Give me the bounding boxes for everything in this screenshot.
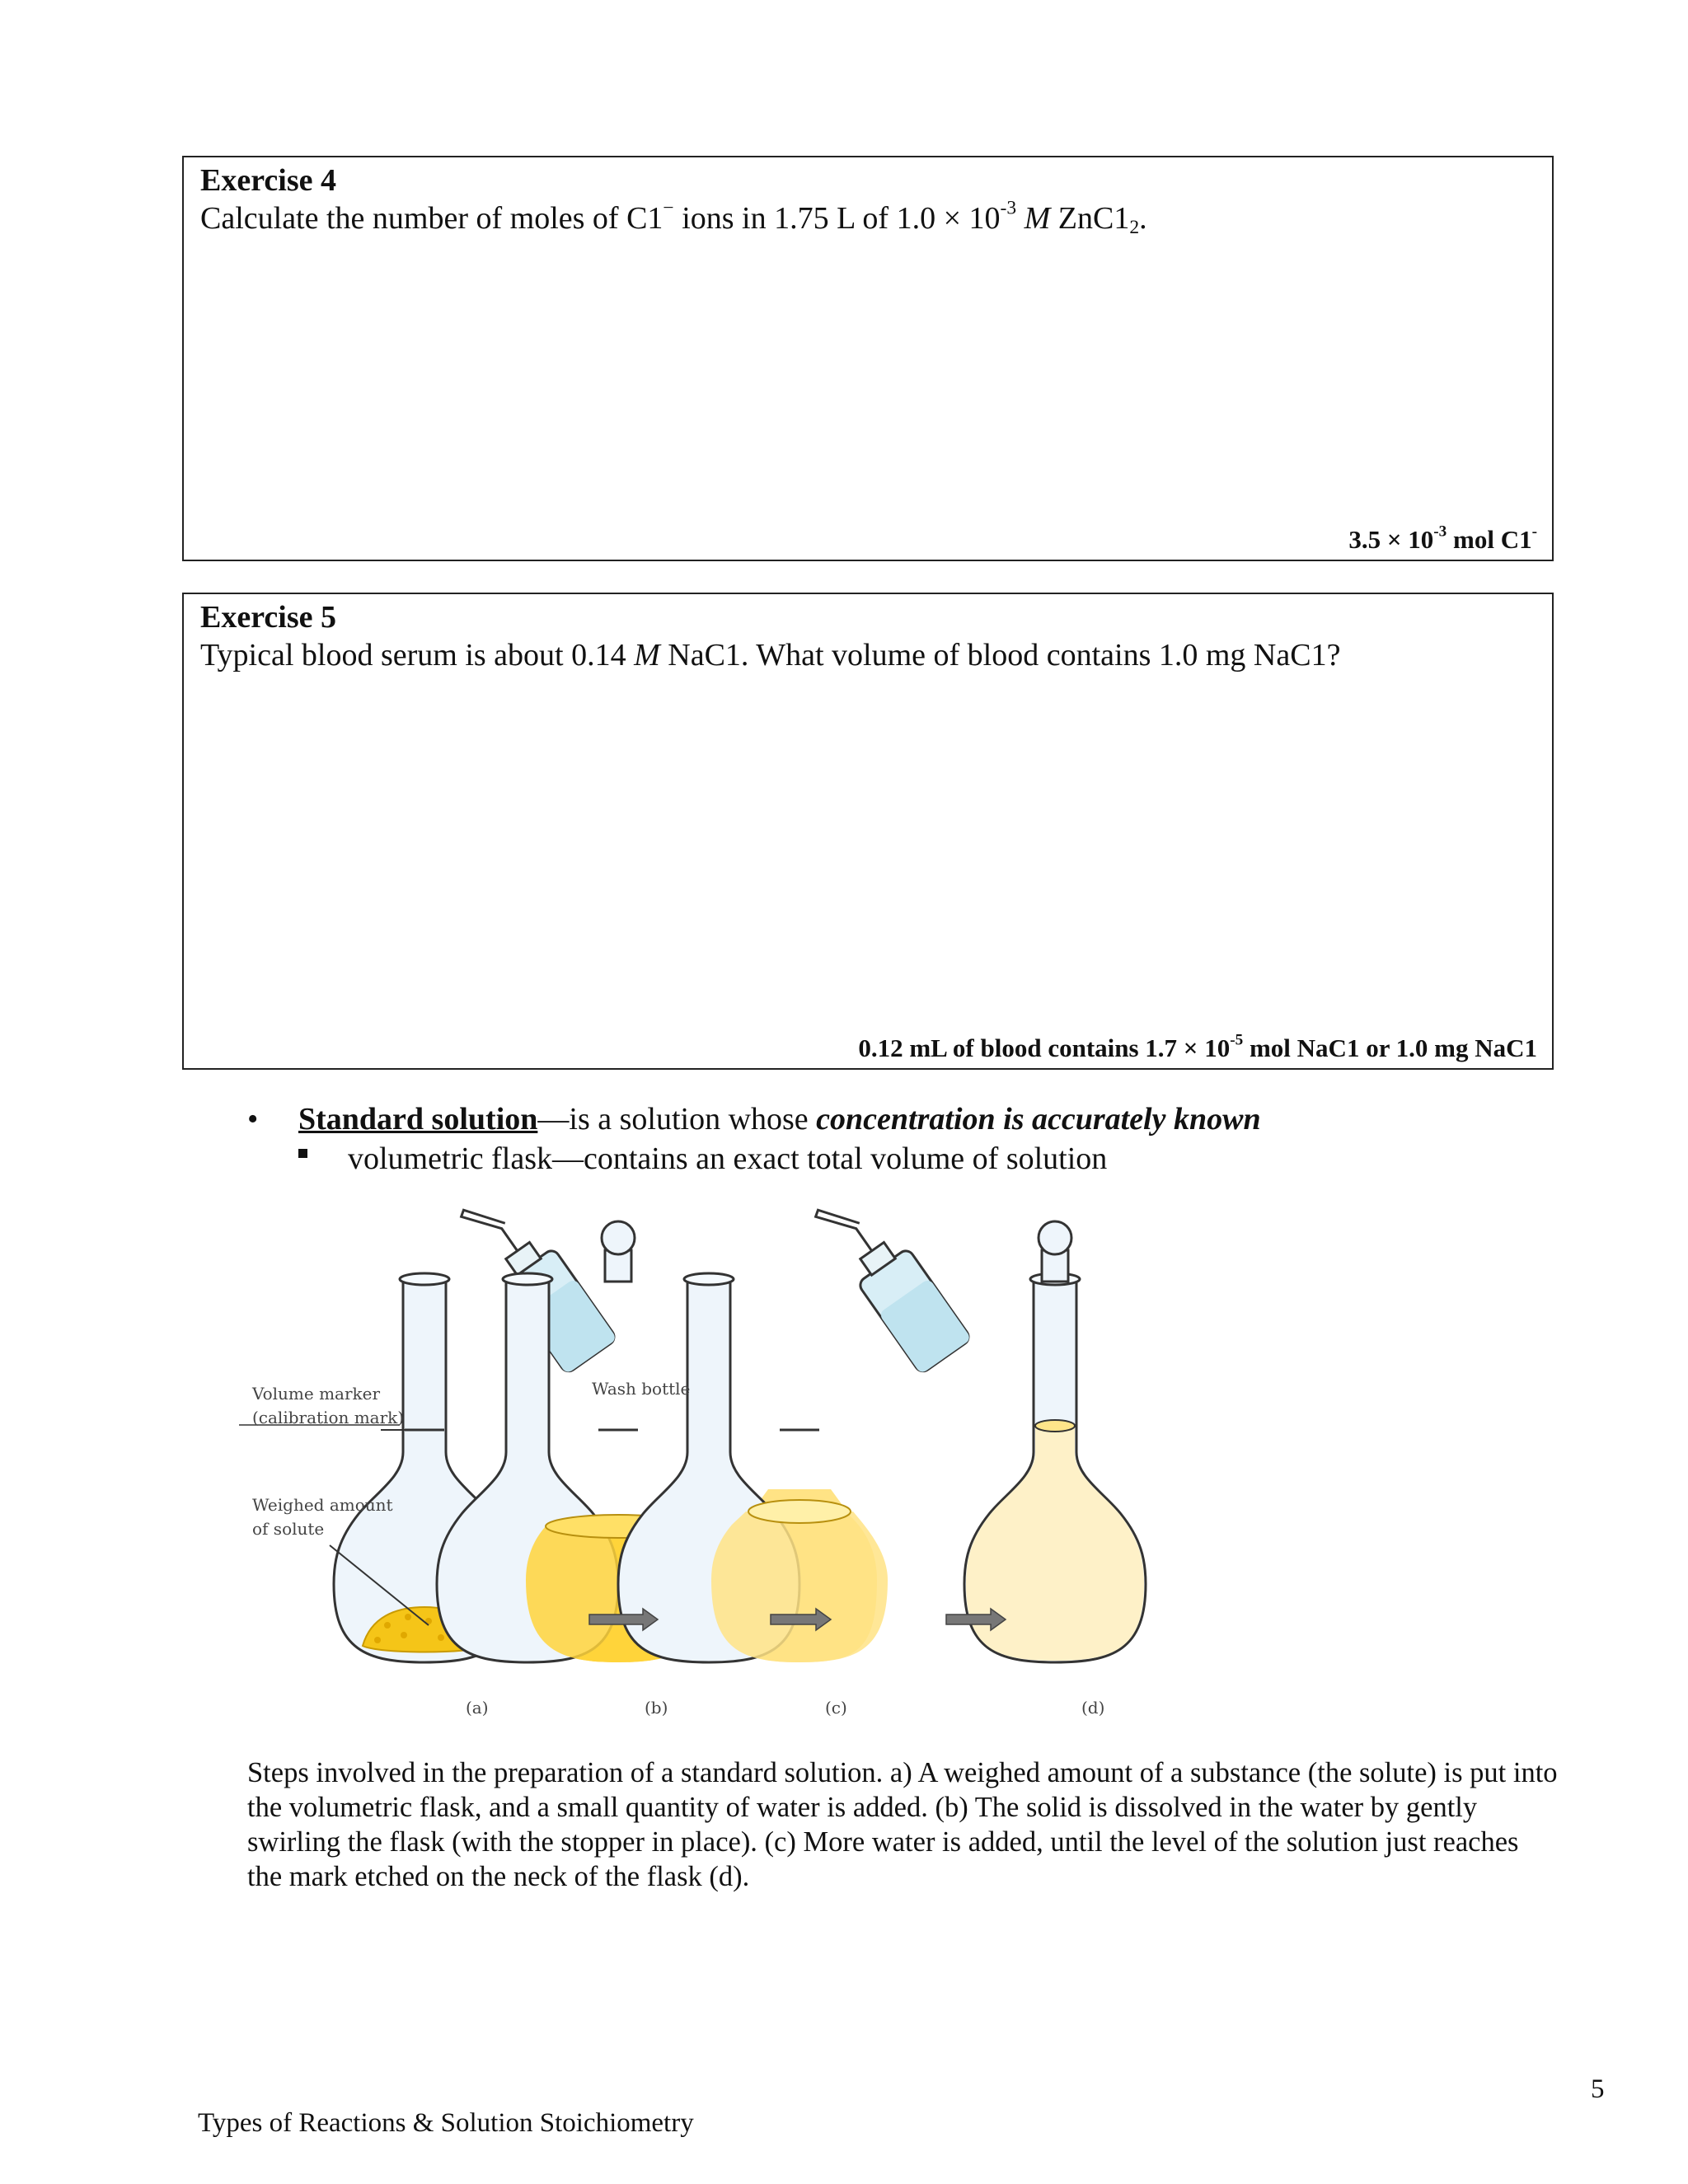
exercise-5-box <box>182 593 1554 1070</box>
wash-bottle-2 <box>810 1205 972 1375</box>
figure-caption: Steps involved in the preparation of a standard solution. a) A weighed amount of a substance (the solute) is put into the volumetric flask, and a small quantity of water is added. (b) The solid is dissolved in the water by gently swirling the flask (with the stopper in place). (c) More water is added, until the level of the solution just reaches the mark etched on the neck of the flask (d). <box>247 1757 1558 1892</box>
flask-c <box>618 1273 888 1662</box>
flask-preparation-figure <box>239 1205 1475 1724</box>
exercise-4-box <box>182 156 1554 561</box>
label-wash-bottle: Wash bottle <box>592 1379 691 1399</box>
panel-label-c: (c) <box>825 1698 847 1718</box>
exercise-4-question: Calculate the number of moles of C1− ions in 1.75 L of $1.0 \times 10^{-3}$ M $ZnC1_2$. <box>200 197 1147 238</box>
exercise-5-question: Typical blood serum is about 0.14 M NaC1. What volume of blood contains 1.0 mg NaC1? <box>200 638 1341 673</box>
label-weighed-amount: Weighed amount <box>252 1495 393 1515</box>
panel-label-a: (a) <box>466 1698 489 1718</box>
exercise-4-answer: $3.5 \times 10^{-3}$ mol C1- <box>1348 523 1537 554</box>
page-number: 5 <box>1591 2074 1605 2104</box>
standard-solution-term: Standard solution <box>298 1102 538 1137</box>
exercise-4-title: Exercise 4 <box>200 163 336 198</box>
footer-title: Types of Reactions & Solution Stoichiometry <box>198 2108 694 2138</box>
panel-label-d: (d) <box>1081 1698 1105 1718</box>
standard-solution-definition: Standard solution—is a solution whose concentration is accurately known <box>298 1102 1261 1137</box>
concentration-emphasis: concentration is accurately known <box>816 1102 1261 1137</box>
exercise-5-answer: 0.12 mL of blood contains $1.7 \times 10^{-5}$ mol NaC1 or 1.0 mg NaC1 <box>858 1031 1537 1062</box>
label-calibration-mark: (calibration mark) <box>252 1408 405 1427</box>
label-of-solute: of solute <box>252 1519 325 1539</box>
panel-label-b: (b) <box>645 1698 668 1718</box>
bullet-dot: • <box>247 1102 259 1137</box>
exercise-5-title: Exercise 5 <box>200 600 336 635</box>
flask-d <box>964 1221 1146 1662</box>
label-volume-marker: Volume marker <box>252 1384 381 1404</box>
square-bullet-icon <box>298 1149 307 1158</box>
volumetric-flask-text: volumetric flask—contains an exact total volume of solution <box>348 1141 1108 1176</box>
